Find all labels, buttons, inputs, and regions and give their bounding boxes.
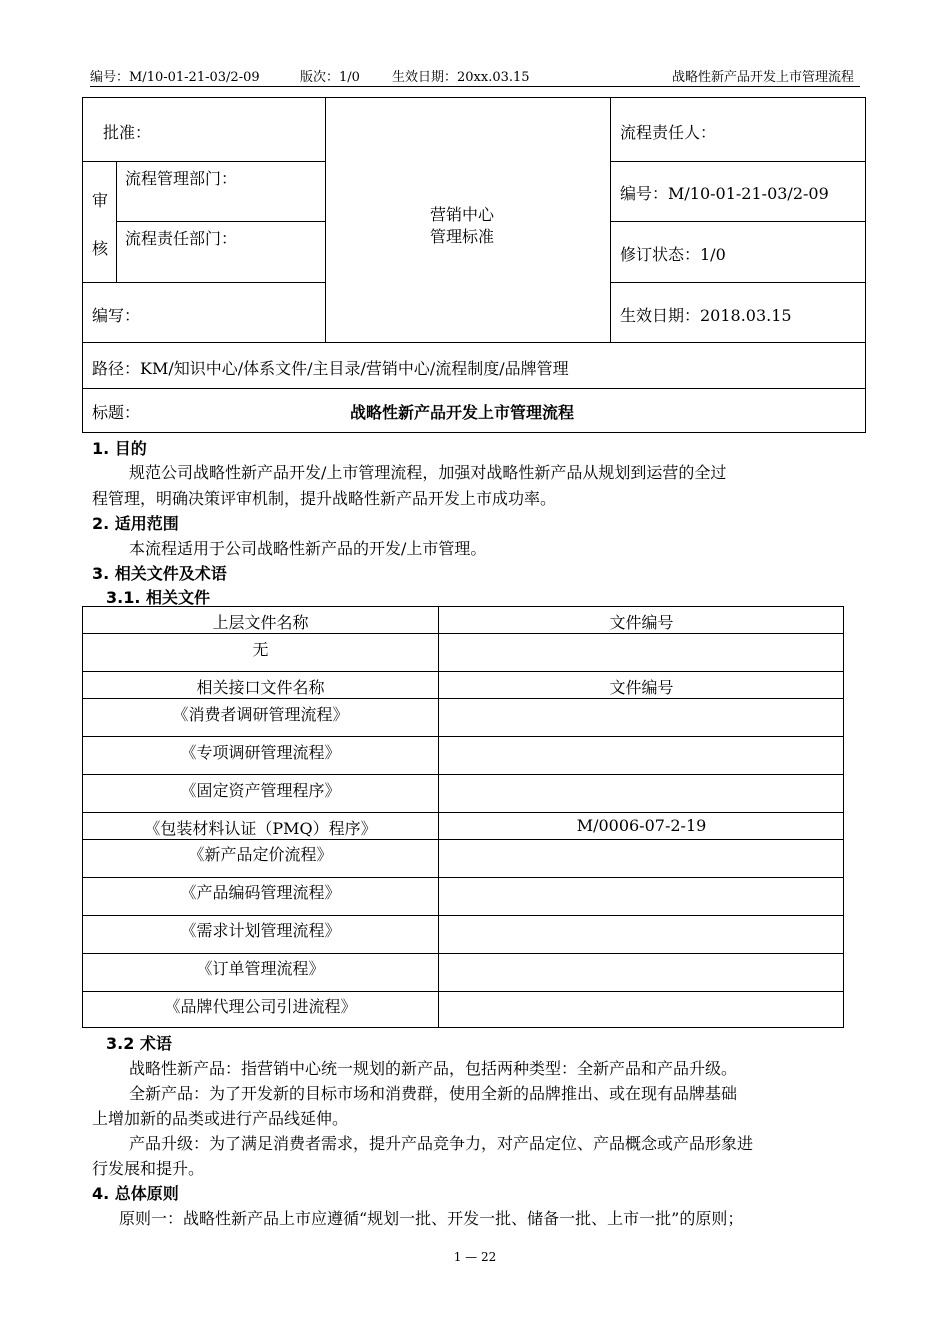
approval-divider	[83, 161, 325, 162]
approval-divider	[610, 98, 611, 342]
header-version: 版次：1/0	[300, 70, 360, 85]
upper-doc-name-header: 上层文件名称	[212, 613, 309, 632]
approval-divider	[83, 282, 325, 283]
header-effective-date: 生效日期：20xx.03.15	[392, 70, 530, 85]
page-header	[90, 64, 860, 87]
table-row-name: 《订单管理流程》	[196, 959, 325, 978]
revision-status: 修订状态：1/0	[620, 245, 726, 264]
table-row-name: 《固定资产管理程序》	[180, 781, 341, 800]
table-divider	[83, 671, 844, 672]
section-4-paragraph: 原则一：战略性新产品上市应遵循“规划一批、开发一批、储备一批、上市一批”的原则；	[119, 1209, 744, 1228]
mgmt-dept-label: 流程管理部门：	[125, 169, 238, 188]
approval-divider	[610, 161, 866, 162]
header-doc-code: 编号：M/10-01-21-03/2-09	[90, 70, 260, 85]
section-3-2-paragraph: 行发展和提升。	[92, 1159, 205, 1178]
section-1-paragraph: 程管理，明确决策评审机制，提升战略性新产品开发上市成功率。	[92, 489, 557, 508]
table-divider	[83, 953, 844, 954]
table-divider	[83, 877, 844, 878]
table-row-name: 《产品编码管理流程》	[180, 883, 341, 902]
approve-label: 批准：	[103, 123, 152, 142]
table-row-name: 《消费者调研管理流程》	[172, 705, 349, 724]
center-name: 营销中心	[430, 205, 495, 224]
approval-divider	[83, 388, 866, 389]
section-3-2-heading: 3.2 术语	[106, 1034, 172, 1053]
table-row-name: 《品牌代理公司引进流程》	[164, 997, 357, 1016]
table-divider	[83, 736, 844, 737]
section-4-heading: 4. 总体原则	[92, 1184, 179, 1203]
section-1-heading: 1. 目的	[92, 439, 147, 458]
section-3-heading: 3. 相关文件及术语	[92, 564, 227, 583]
interface-doc-name-header: 相关接口文件名称	[196, 678, 325, 697]
doc-path: 路径：KM/知识中心/体系文件/主目录/营销中心/流程制度/品牌管理	[92, 359, 569, 378]
approval-divider	[610, 221, 866, 222]
approval-divider	[325, 98, 326, 342]
upper-doc-none: 无	[252, 640, 269, 659]
table-divider	[83, 774, 844, 775]
section-3-1-heading: 3.1. 相关文件	[106, 588, 210, 607]
table-row-name: 《专项调研管理流程》	[180, 743, 341, 762]
section-3-2-paragraph: 上增加新的品类或进行产品线延伸。	[92, 1109, 349, 1128]
center-standard: 管理标准	[430, 227, 495, 246]
related-documents-table	[82, 606, 844, 1028]
interface-doc-code-header: 文件编号	[609, 678, 674, 697]
approval-divider	[116, 221, 325, 222]
section-1-paragraph: 规范公司战略性新产品开发/上市管理流程，加强对战略性新产品从规划到运营的全过	[129, 463, 727, 482]
table-row-name: 《需求计划管理流程》	[180, 921, 341, 940]
title-label: 标题：	[92, 403, 141, 422]
table-divider	[83, 812, 844, 813]
header-doc-title: 战略性新产品开发上市管理流程	[671, 70, 854, 85]
page-number: 1 — 22	[453, 1250, 497, 1264]
table-row-code: M/0006-07-2-19	[576, 816, 707, 835]
table-divider	[83, 991, 844, 992]
review-label-2: 核	[92, 239, 109, 258]
upper-doc-code-header: 文件编号	[609, 613, 674, 632]
table-divider	[83, 915, 844, 916]
author-label: 编写：	[92, 306, 141, 325]
table-divider	[83, 698, 844, 699]
process-owner-label: 流程责任人：	[620, 123, 717, 142]
section-3-2-paragraph: 战略性新产品：指营销中心统一规划的新产品，包括两种类型：全新产品和产品升级。	[129, 1059, 738, 1078]
approval-doc-number: 编号：M/10-01-21-03/2-09	[620, 184, 829, 203]
section-3-2-paragraph: 全新产品：为了开发新的目标市场和消费群，使用全新的品牌推出、或在现有品牌基础	[129, 1084, 738, 1103]
section-2-paragraph: 本流程适用于公司战略性新产品的开发/上市管理。	[129, 539, 487, 558]
approval-divider	[610, 282, 866, 283]
section-3-2-paragraph: 产品升级：为了满足消费者需求，提升产品竞争力，对产品定位、产品概念或产品形象进	[129, 1134, 754, 1153]
section-2-heading: 2. 适用范围	[92, 514, 179, 533]
table-row-name: 《包装材料认证（PMQ）程序》	[144, 819, 377, 838]
approval-divider	[83, 342, 866, 343]
doc-title: 战略性新产品开发上市管理流程	[350, 403, 575, 422]
approval-table	[82, 97, 866, 433]
resp-dept-label: 流程责任部门：	[125, 229, 238, 248]
effective-date: 生效日期：2018.03.15	[620, 306, 792, 325]
review-label-1: 审	[92, 191, 109, 210]
table-divider	[83, 633, 844, 634]
table-divider	[83, 839, 844, 840]
table-row-name: 《新产品定价流程》	[188, 845, 333, 864]
